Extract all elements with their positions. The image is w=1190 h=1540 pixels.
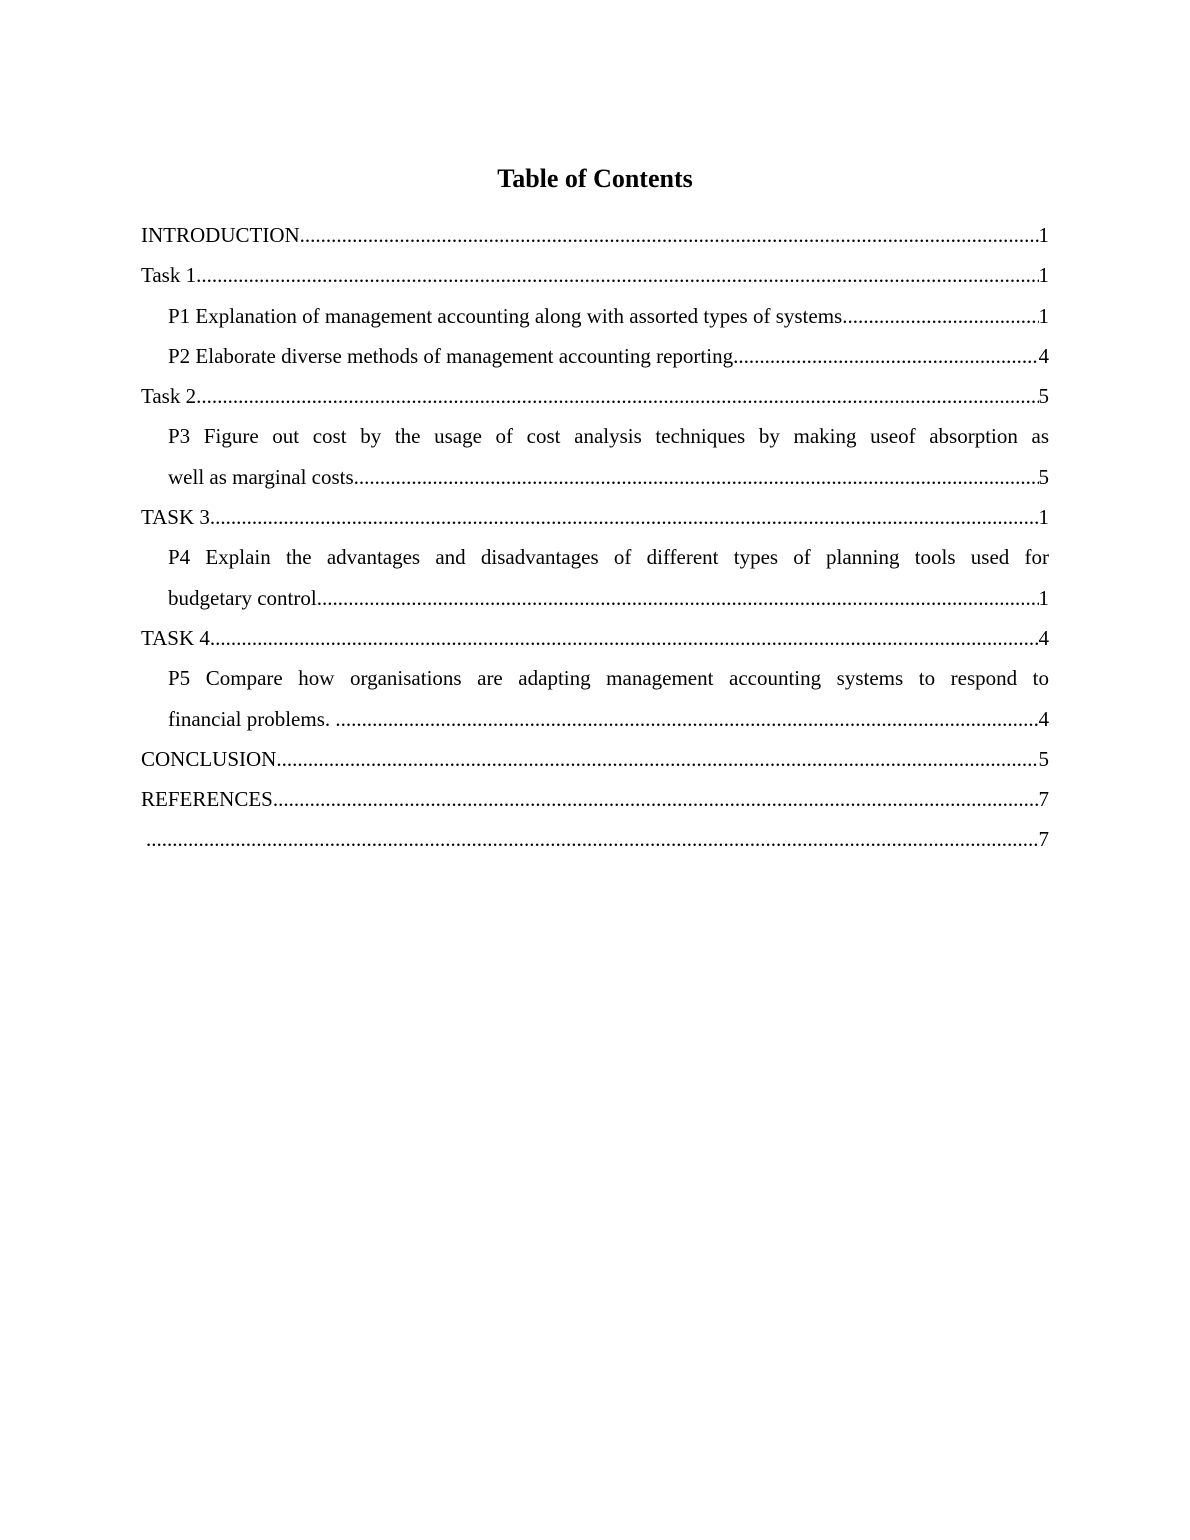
toc-title: Table of Contents (497, 164, 693, 193)
toc-entry-p3[interactable] (141, 416, 1049, 497)
toc-entry-label: TASK 3 (141, 505, 210, 530)
toc-entry-label-line: P5 Compare how organisations are adapting management accounting systems to respond to (168, 666, 1049, 691)
toc-entry-label-line: P3 Figure out cost by the usage of cost analysis techniques by making useof absorption as (168, 424, 1049, 449)
toc-entry-label: CONCLUSION (141, 746, 277, 771)
toc-page-number: 1 (1038, 263, 1049, 288)
dot-leader (738, 336, 1038, 376)
toc-entry-label: REFERENCES (141, 787, 273, 812)
toc-page-number: 4 (1038, 343, 1049, 368)
toc-entry-references[interactable] (141, 779, 1049, 819)
toc-entry-label: financial problems. (168, 706, 336, 731)
toc-entry-task-1[interactable] (141, 255, 1049, 295)
toc-page-number: 5 (1038, 464, 1049, 489)
toc-page-number: 1 (1038, 585, 1049, 610)
toc-entry-label: P2 Elaborate diverse methods of management accounting reporting. (168, 343, 739, 368)
toc-entry-label: INTRODUCTION (141, 223, 300, 247)
table-of-contents (141, 215, 1049, 860)
dot-leader (196, 376, 1038, 416)
toc-entry-label: P1 Explanation of management accounting along with assorted types of systems. (168, 303, 848, 328)
toc-entry-label: TASK 4 (141, 625, 210, 650)
toc-entry-task-2[interactable] (141, 376, 1049, 416)
dot-leader (322, 578, 1039, 618)
toc-page-number: 4 (1038, 625, 1049, 650)
toc-entry-label: budgetary control. (168, 585, 322, 610)
toc-page-number: 5 (1038, 746, 1049, 771)
dot-leader (300, 215, 1039, 255)
toc-entry-p2[interactable] (141, 336, 1049, 376)
dot-leader (276, 739, 1038, 779)
dot-leader (196, 255, 1038, 295)
dot-leader (847, 296, 1038, 336)
toc-entry-label: well as marginal costs. (168, 464, 359, 489)
dot-leader (146, 819, 1039, 859)
dot-leader (273, 779, 1039, 819)
toc-page-number: 1 (1038, 223, 1049, 247)
dot-leader (210, 497, 1039, 537)
toc-entry-introduction[interactable] (141, 215, 1049, 255)
toc-entry-label: Task 2 (141, 384, 197, 409)
toc-page-number: 4 (1038, 706, 1049, 731)
toc-entry-label-line: P4 Explain the advantages and disadvantages of different types of planning tools used for (168, 545, 1049, 570)
dot-leader (359, 457, 1039, 497)
toc-entry-label: Task 1 (141, 263, 197, 288)
toc-page-number: 5 (1038, 384, 1049, 409)
toc-page-number: 1 (1038, 505, 1049, 530)
toc-entry-p1[interactable] (141, 296, 1049, 336)
toc-entry-conclusion[interactable] (141, 739, 1049, 779)
toc-entry-task-4[interactable] (141, 618, 1049, 658)
toc-page-number: 1 (1038, 303, 1049, 328)
dot-leader (210, 618, 1039, 658)
toc-entry-untitled[interactable] (141, 819, 1049, 859)
dot-leader (335, 699, 1038, 739)
toc-page-number: 7 (1038, 827, 1049, 852)
toc-entry-p4[interactable] (141, 537, 1049, 618)
toc-entry-p5[interactable] (141, 658, 1049, 739)
toc-entry-task-3[interactable] (141, 497, 1049, 537)
toc-page-number: 7 (1038, 787, 1049, 812)
